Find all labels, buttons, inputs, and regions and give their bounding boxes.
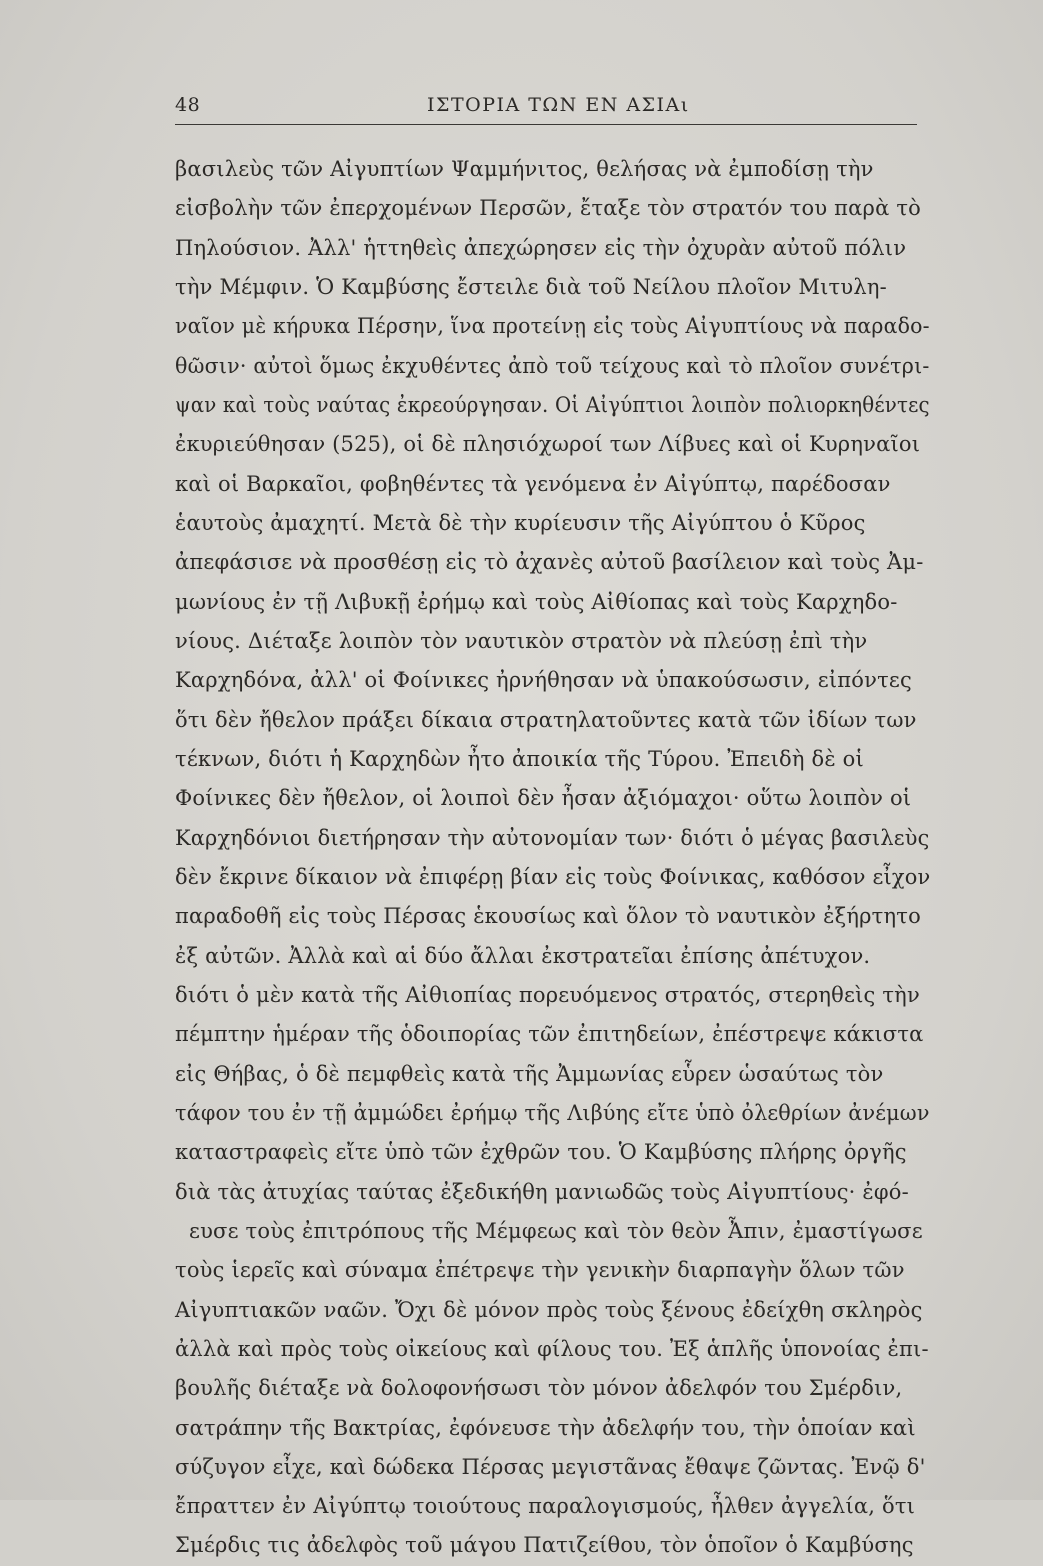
text-line: παραδοθῆ εἰς τοὺς Πέρσας ἑκουσίως καὶ ὅλον τὸ ναυτικὸν ἐξήρτητο (175, 904, 921, 929)
text-line: εἰς Θήβας, ὁ δὲ πεμφθεὶς κατὰ τῆς Ἀμμωνίας εὗρεν ὡσαύτως τὸν (175, 1061, 884, 1086)
text-line: ψαν καὶ τοὺς ναύτας ἐκρεούργησαν. Οἱ Αἰγύπτιοι λοιπὸν πολιορκηθέντες (175, 392, 930, 417)
header-rule (175, 124, 917, 125)
text-line: καὶ οἱ Βαρκαῖοι, φοβηθέντες τὰ γενόμενα ἐν Αἰγύπτῳ, παρέδοσαν (175, 471, 891, 496)
text-line: εἰσβολὴν τῶν ἐπερχομένων Περσῶν, ἔταξε τὸν στρατόν του παρὰ τὸ (175, 196, 922, 221)
text-line: Φοίνικες δὲν ἤθελον, οἱ λοιποὶ δὲν ἦσαν ἀξιόμαχοι· οὕτω λοιπὸν οἱ (175, 786, 912, 811)
text-line: διὰ τὰς ἀτυχίας ταύτας ἐξεδικήθη μανιωδῶς τοὺς Αἰγυπτίους· ἐφό- (175, 1179, 909, 1204)
text-line: ἑαυτοὺς ἀμαχητί. Μετὰ δὲ τὴν κυρίευσιν τῆς Αἰγύπτου ὁ Κῦρος (175, 510, 866, 535)
page-header (175, 94, 917, 134)
text-line: δὲν ἔκρινε δίκαιον νὰ ἐπιφέρῃ βίαν εἰς τοὺς Φοίνικας, καθόσον εἶχον (175, 864, 931, 889)
text-line: πέμπτην ἡμέραν τῆς ὁδοιπορίας τῶν ἐπιτηδείων, ἐπέστρεψε κάκιστα (175, 1022, 924, 1047)
text-line: ἔπραττεν ἐν Αἰγύπτῳ τοιούτους παραλογισμούς, ἦλθεν ἀγγελία, ὅτι (175, 1494, 916, 1519)
text-line: τὴν Μέμφιν. Ὁ Καμβύσης ἔστειλε διὰ τοῦ Νείλου πλοῖον Μιτυλη- (175, 274, 887, 299)
text-line: διότι ὁ μὲν κατὰ τῆς Αἰθιοπίας πορευόμενος στρατός, στερηθεὶς τὴν (175, 982, 920, 1007)
text-line: Καρχηδόνα, ἀλλ' οἱ Φοίνικες ἠρνήθησαν νὰ ὑπακούσωσιν, εἰπόντες (175, 668, 912, 693)
text-line: τέκνων, διότι ἡ Καρχηδὼν ἦτο ἀποικία τῆς Τύρου. Ἐπειδὴ δὲ οἱ (175, 746, 864, 771)
text-line: Καρχηδόνιοι διετήρησαν τὴν αὐτονομίαν των· διότι ὁ μέγας βασιλεὺς (175, 825, 930, 850)
text-line: βασιλεὺς τῶν Αἰγυπτίων Ψαμμήνιτος, θελήσας νὰ ἐμποδίσῃ τὴν (175, 157, 874, 181)
text-line: βουλῆς διέταξε νὰ δολοφονήσωσι τὸν μόνον ἀδελφόν του Σμέρδιν, (175, 1376, 903, 1401)
text-line: ἐκυριεύθησαν (525), οἱ δὲ πλησιόχωροί των Λίβυες καὶ οἱ Κυρηναῖοι (175, 432, 921, 457)
text-line: μωνίους ἐν τῇ Λιβυκῇ ἐρήμῳ καὶ τοὺς Αἰθίοπας καὶ τοὺς Καρχηδο- (175, 589, 898, 614)
page-number: 48 (175, 94, 201, 116)
text-line: σατράπην τῆς Βακτρίας, ἐφόνευσε τὴν ἀδελφήν του, τὴν ὁποίαν καὶ (175, 1415, 916, 1440)
text-line: ναῖον μὲ κήρυκα Πέρσην, ἵνα προτείνῃ εἰς τοὺς Αἰγυπτίους νὰ παραδο- (175, 314, 930, 339)
text-line: Σμέρδις τις ἀδελφὸς τοῦ μάγου Πατιζείθου, τὸν ὁποῖον ὁ Καμβύσης (175, 1533, 914, 1558)
text-line: ἐξ αὐτῶν. Ἀλλὰ καὶ αἱ δύο ἄλλαι ἐκστρατεῖαι ἐπίσης ἀπέτυχον. (175, 943, 871, 968)
text-line: Αἰγυπτιακῶν ναῶν. Ὄχι δὲ μόνον πρὸς τοὺς ξένους ἐδείχθη σκληρὸς (175, 1297, 923, 1322)
body-text (175, 150, 930, 1566)
text-line: Πηλούσιον. Ἀλλ' ἡττηθεὶς ἀπεχώρησεν εἰς τὴν ὀχυρὰν αὐτοῦ πόλιν (175, 235, 907, 260)
text-line: ἀπεφάσισε νὰ προσθέσῃ εἰς τὸ ἀχανὲς αὐτοῦ βασίλειον καὶ τοὺς Ἀμ- (175, 550, 924, 575)
text-line: νίους. Διέταξε λοιπὸν τὸν ναυτικὸν στρατὸν νὰ πλεύσῃ ἐπὶ τὴν (175, 628, 868, 653)
running-title: ΙΣΤΟΡΙΑ ΤΩΝ ΕΝ ΑΣΙΑι (427, 94, 690, 116)
text-line: ευσε τοὺς ἐπιτρόπους τῆς Μέμφεως καὶ τὸν θεὸν Ἆπιν, ἐμαστίγωσε (189, 1218, 923, 1243)
text-line: τάφον του ἐν τῇ ἀμμώδει ἐρήμῳ τῆς Λιβύης εἴτε ὑπὸ ὀλεθρίων ἀνέμων (175, 1100, 930, 1125)
text-line: σύζυγον εἶχε, καὶ δώδεκα Πέρσας μεγιστᾶνας ἔθαψε ζῶντας. Ἐνῷ δ' (175, 1454, 926, 1479)
text-line: τοὺς ἱερεῖς καὶ σύναμα ἐπέτρεψε τὴν γενικὴν διαρπαγὴν ὅλων τῶν (175, 1258, 905, 1283)
text-line: καταστραφεὶς εἴτε ὑπὸ τῶν ἐχθρῶν του. Ὁ Καμβύσης πλήρης ὀργῆς (175, 1140, 907, 1165)
text-line: ἀλλὰ καὶ πρὸς τοὺς οἰκείους καὶ φίλους του. Ἐξ ἁπλῆς ὑπονοίας ἐπι- (175, 1336, 929, 1361)
text-line: ὅτι δὲν ἤθελον πράξει δίκαια στρατηλατοῦντες κατὰ τῶν ἰδίων των (175, 707, 917, 732)
text-line: θῶσιν· αὐτοὶ ὅμως ἐκχυθέντες ἀπὸ τοῦ τείχους καὶ τὸ πλοῖον συνέτρι- (175, 353, 930, 378)
